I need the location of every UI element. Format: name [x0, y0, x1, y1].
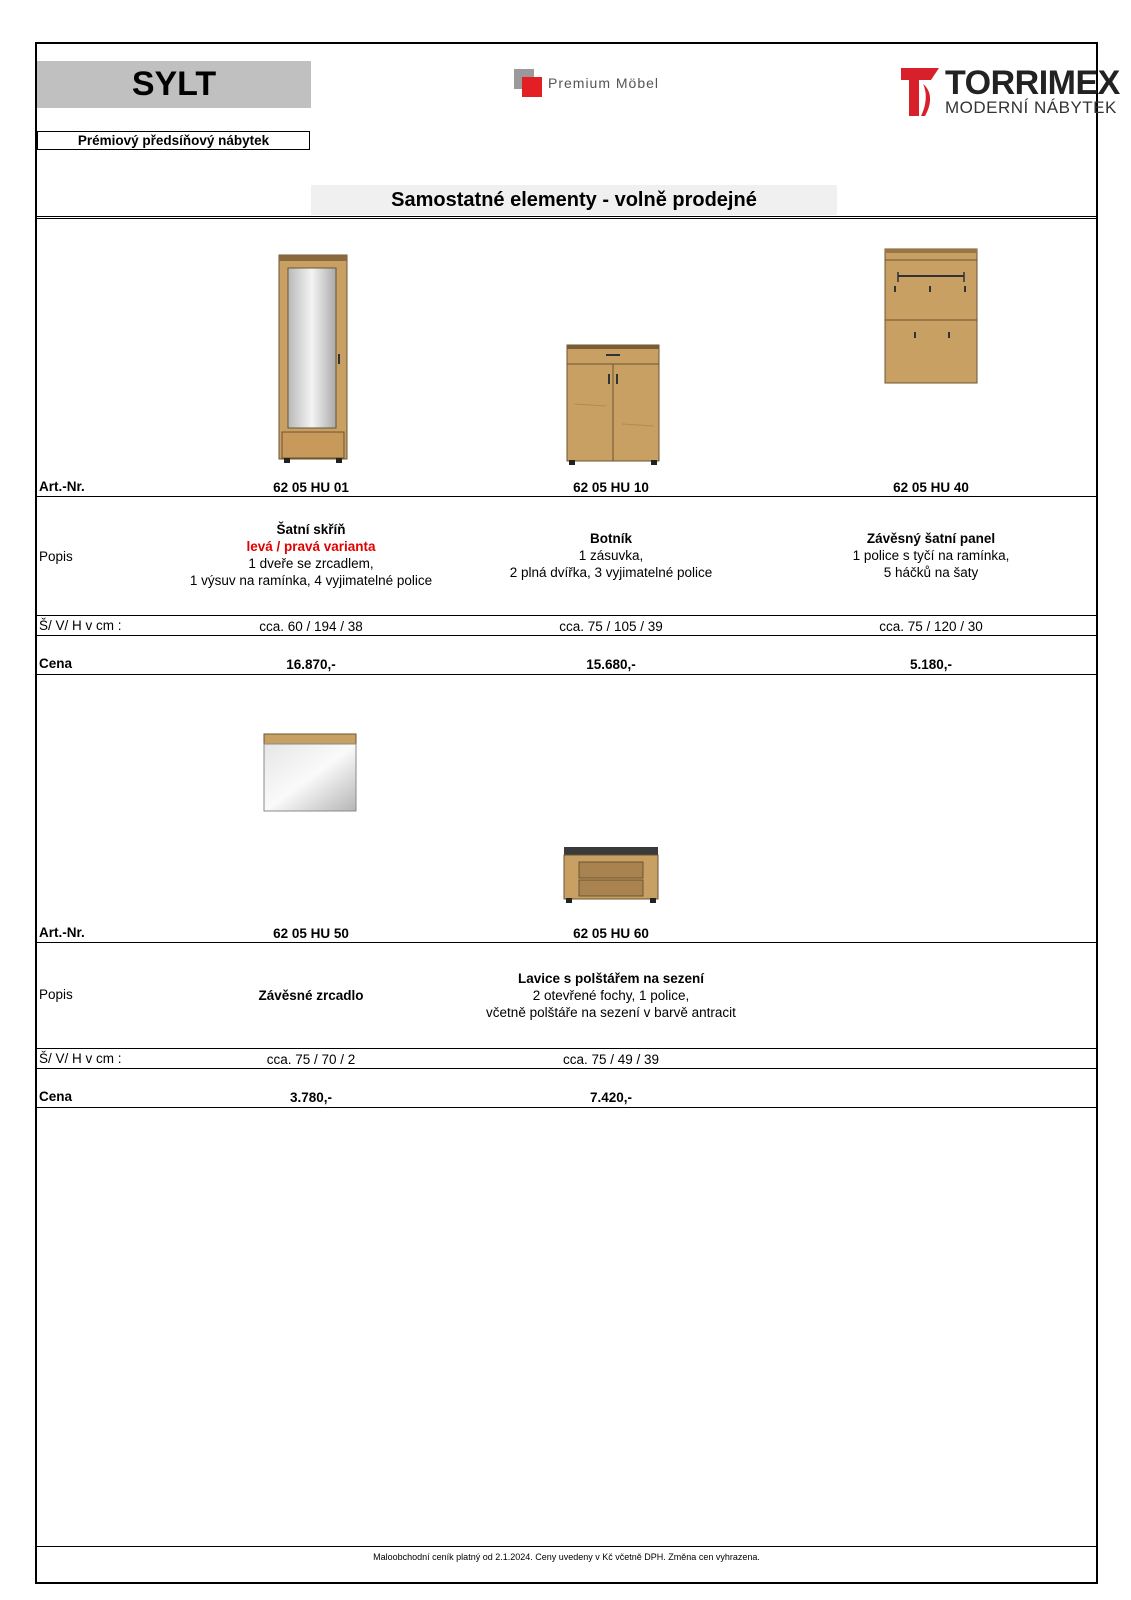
description-line: 5 háčků na šaty [883, 565, 979, 580]
description-line: 1 dveře se zrcadlem, [248, 556, 374, 571]
product-name: Botník [590, 531, 632, 546]
description-line: 1 výsuv na ramínka, 4 vyjimatelné police [189, 573, 433, 588]
art-nr-value: 62 05 HU 01 [273, 480, 349, 495]
bench-image [563, 846, 659, 904]
popis-label: Popis [39, 987, 73, 1002]
table-divider [37, 615, 1096, 616]
footer-divider [37, 1546, 1096, 1547]
popis-label: Popis [39, 549, 73, 564]
description-line: 2 otevřené fochy, 1 police, [532, 988, 690, 1003]
table-divider [37, 674, 1096, 675]
dims-value: cca. 75 / 70 / 2 [266, 1052, 356, 1067]
price-value: 16.870,- [286, 657, 336, 672]
torrimex-logo [901, 64, 1120, 118]
product-name: Závěsný šatní panel [866, 531, 996, 546]
product-description [151, 521, 471, 589]
table-divider [37, 1107, 1096, 1108]
price-label: Cena [39, 656, 73, 671]
premium-moebel-text: Premium Möbel [548, 75, 660, 91]
description-line: 1 police s tyčí na ramínka, [852, 548, 1010, 563]
wall-panel-image [884, 248, 978, 384]
description-line: 1 zásuvka, [578, 548, 644, 563]
shoe-cabinet-image [566, 344, 660, 466]
wardrobe-image [278, 254, 348, 464]
mirror-image [263, 733, 357, 813]
footer-note: Maloobchodní ceník platný od 2.1.2024. Ceny uvedeny v Kč včetně DPH. Změna cen vyhrazena. [373, 1552, 760, 1562]
price-value: 7.420,- [589, 1090, 633, 1105]
description-line: 2 plná dvířka, 3 vyjimatelné police [509, 565, 713, 580]
product-name: Lavice s polštářem na sezení [517, 971, 705, 986]
product-description [461, 530, 761, 581]
price-value: 3.780,- [289, 1090, 333, 1105]
premium-moebel-mark-icon [514, 69, 542, 97]
dims-value: cca. 75 / 120 / 30 [879, 619, 983, 634]
torrimex-name: TORRIMEX [945, 64, 1120, 102]
price-value: 15.680,- [586, 657, 636, 672]
variant-note: levá / pravá varianta [246, 539, 376, 554]
product-name: Závěsné zrcadlo [258, 988, 364, 1003]
art-nr-value: 62 05 HU 40 [893, 480, 969, 495]
product-description [431, 970, 791, 1021]
price-label: Cena [39, 1089, 73, 1104]
art-nr-label: Art.-Nr. [39, 925, 85, 940]
art-nr-value: 62 05 HU 60 [573, 926, 649, 941]
table-divider [37, 635, 1096, 636]
section-divider [37, 216, 1096, 219]
table-divider [37, 1068, 1096, 1069]
torrimex-tagline: MODERNÍ NÁBYTEK [945, 98, 1117, 117]
table-divider [37, 942, 1096, 943]
section-title: Samostatné elementy - volně prodejné [311, 185, 837, 215]
table-divider [37, 1048, 1096, 1049]
art-nr-label: Art.-Nr. [39, 479, 85, 494]
dims-value: cca. 75 / 49 / 39 [562, 1052, 660, 1067]
collection-title: SYLT [37, 61, 311, 108]
dims-label: Š/ V/ H v cm : [39, 618, 122, 633]
price-value: 5.180,- [909, 657, 953, 672]
collection-subtitle: Prémiový předsíňový nábytek [37, 131, 310, 150]
dims-label: Š/ V/ H v cm : [39, 1051, 122, 1066]
description-line: včetně polštáře na sezení v barvě antracit [486, 1005, 736, 1020]
table-divider [37, 496, 1096, 497]
dims-value: cca. 60 / 194 / 38 [259, 619, 363, 634]
product-description [781, 530, 1081, 581]
torrimex-mark-icon [901, 68, 939, 116]
art-nr-value: 62 05 HU 10 [573, 480, 649, 495]
product-name: Šatní skříň [276, 522, 346, 537]
premium-moebel-logo [514, 69, 659, 97]
art-nr-value: 62 05 HU 50 [273, 926, 349, 941]
dims-value: cca. 75 / 105 / 39 [559, 619, 663, 634]
